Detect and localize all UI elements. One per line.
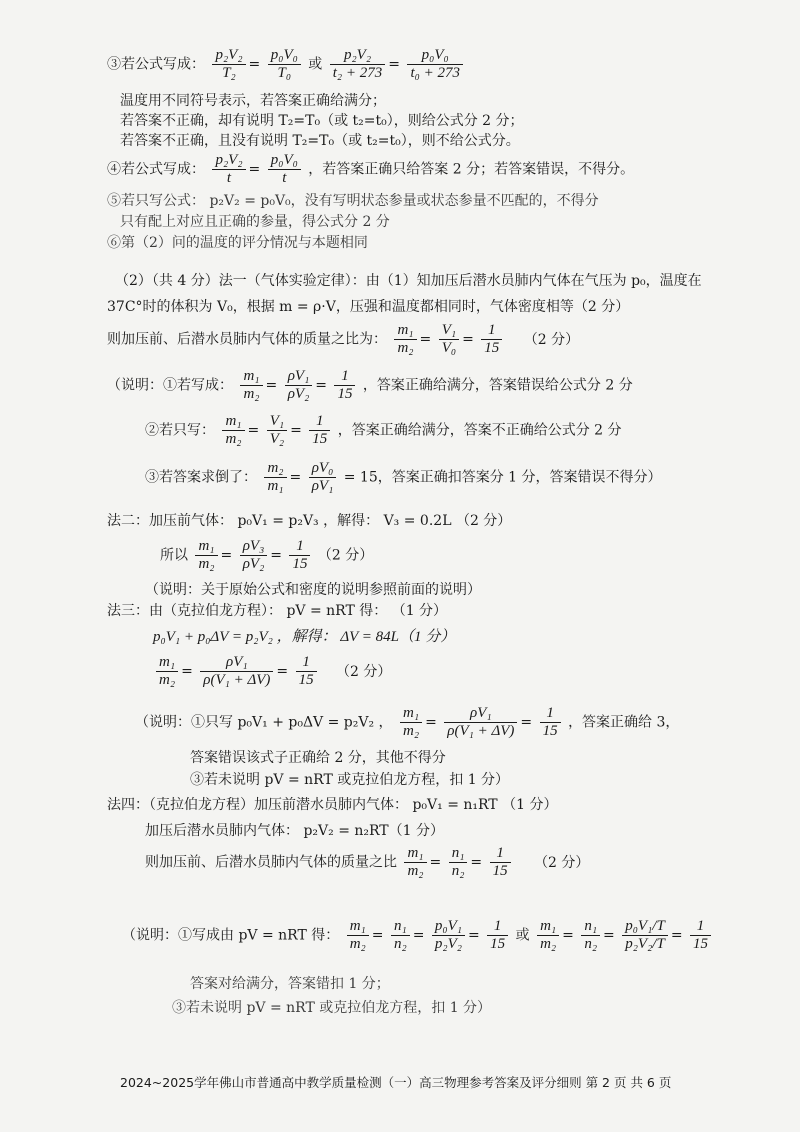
note3-formula-line: ③若公式写成： $\frac{\text{p₂V₂}}{\text{T₂}}$ = $\frac{\text{p₀V₀}}{\text{T₀}}$ 或 $\frac{\text{p₂V₂}}{\text{t₂ + 273}}$ = $\frac{\text{p₀V₀}}{\text{t₀ + 273}}$ — [107, 47, 466, 82]
fraction: $\frac{\text{n₁}}{\text{n₂}}$ — [449, 845, 468, 880]
note-text: 若答案不正确，且没有说明 T₂=T₀（或 t₂=t₀），则不给公式分。 — [120, 133, 520, 149]
page-footer: 2024~2025学年佛山市普通高中教学质量检测（一）高三物理参考答案及评分细则 第 2 页 共 6 页 — [120, 1075, 672, 1090]
fraction: $\frac{\text{p₂V₂}}{\text{T₂}}$ — [212, 47, 245, 82]
fraction: $\frac{1}{15}$ — [296, 654, 317, 689]
fraction: $\frac{1}{15}$ — [334, 368, 355, 403]
fraction: $\frac{\text{p₀V₁}}{\text{p₂V₂}}$ — [432, 918, 465, 953]
method3-result-line: $\frac{\text{m₁}}{\text{m₂}}$ = $\frac{\text{ρV₁}}{\text{ρ(V₁ + ΔV)}}$ = $\frac{1}{15}$ （2 分） — [153, 654, 391, 689]
result-text: 则加压前、后潜水员肺内气体的质量之比为： — [107, 331, 387, 348]
fraction: $\frac{\text{ρV₁}}{\text{ρ(V₁ + ΔV)}}$ — [444, 705, 517, 740]
note-text: 温度用不同符号表示，若答案正确给满分； — [120, 93, 386, 109]
fraction: $\frac{1}{15}$ — [540, 705, 561, 740]
method4-line2: 加压后潜水员肺内气体： p₂V₂ = n₂RT（1 分） — [145, 823, 444, 839]
result-text: 则加压前、后潜水员肺内气体的质量之比 — [145, 854, 397, 871]
method1-heading: （2）（共 4 分）法一（气体实验定律）：由（1）知加压后潜水员肺内气体在气压为 p₀，温度在 — [115, 273, 702, 289]
note-label: ②若只写： — [145, 422, 215, 439]
fraction: $\frac{\text{m₁}}{\text{m₂}}$ — [400, 705, 422, 740]
fraction: $\frac{\text{ρV₁}}{\text{ρ(V₁ + ΔV)}}$ — [200, 654, 273, 689]
fraction: $\frac{\text{m₁}}{\text{m₂}}$ — [404, 845, 426, 880]
result-text: 所以 — [160, 547, 188, 564]
fraction: $\frac{\text{m₁}}{\text{m₂}}$ — [222, 413, 244, 448]
method3-note3: ③若未说明 pV = nRT 或克拉伯龙方程，扣 1 分） — [190, 772, 510, 788]
method4-note2: 答案对给满分，答案错扣 1 分； — [190, 976, 390, 992]
method4-heading: 法四：（克拉伯龙方程）加压前潜水员肺内气体： p₀V₁ = n₁RT （1 分） — [107, 797, 558, 813]
fraction: $\frac{\text{p₂V₂}}{t}$ — [212, 152, 245, 187]
method2-line: 法二：加压前气体： p₀V₁ = p₂V₃ ，解得： V₃ = 0.2L （2 分） — [107, 513, 512, 529]
fraction: $\frac{\text{m₁}}{\text{m₂}}$ — [195, 538, 217, 573]
fraction: $\frac{\text{ρV₁}}{\text{ρV₂}}$ — [285, 368, 313, 403]
note-label: ④若公式写成： — [107, 161, 205, 178]
score-text: （2 分） — [534, 854, 590, 871]
score-text: （2 分） — [336, 663, 392, 680]
score-text: （2 分） — [317, 547, 374, 564]
fraction: $\frac{\text{n₁}}{\text{n₂}}$ — [581, 918, 600, 953]
note-text: ，答案正确给满分，答案错误给公式分 2 分 — [362, 377, 633, 394]
fraction: $\frac{\text{ρV₃}}{\text{ρV₂}}$ — [240, 538, 268, 573]
score-text: （2 分） — [523, 331, 580, 348]
fraction: $\frac{\text{p₀V₁/T}}{\text{p₂V₂/T}}$ — [622, 918, 668, 953]
fraction: $\frac{1}{15}$ — [490, 845, 511, 880]
method1-note2: ②若只写： $\frac{\text{m₁}}{\text{m₂}}$ = $\frac{\text{V₁}}{\text{V₂}}$ = $\frac{1}{15}$ ，答案正确给满分，答案不正确给公式分 2 分 — [145, 413, 622, 447]
method4-result-line: 则加压前、后潜水员肺内气体的质量之比 $\frac{\text{m₁}}{\text{m₂}}$ = $\frac{\text{n₁}}{\text{n₂}}$ = $\frac{1}{15}$ （2 分） — [145, 845, 590, 879]
note-label: （说明：①只写 p₀V₁ + p₀ΔV = p₂V₂ ， — [135, 714, 393, 731]
note-text: 若答案不正确，却有说明 T₂=T₀（或 t₂=t₀），则给公式分 2 分； — [120, 113, 524, 129]
fraction: $\frac{\text{n₁}}{\text{n₂}}$ — [391, 918, 410, 953]
fraction: $\frac{1}{15}$ — [690, 918, 711, 953]
note-text: 只有配上对应且正确的参量，得公式分 2 分 — [120, 214, 390, 230]
fraction: $\frac{\text{m₁}}{\text{m₂}}$ — [156, 654, 178, 689]
fraction: $\frac{1}{15}$ — [289, 538, 310, 573]
note-text: ，答案正确给满分，答案不正确给公式分 2 分 — [337, 422, 622, 439]
method3-equation: p₀V₁ + p₀ΔV = p₂V₂ ，解得： ΔV = 84L（1 分） — [153, 629, 456, 645]
fraction: $\frac{1}{15}$ — [309, 413, 330, 448]
method3-note1: （说明：①只写 p₀V₁ + p₀ΔV = p₂V₂ ， $\frac{\text{m₁}}{\text{m₂}}$ = $\frac{\text{ρV₁}}{\text{ρ(V₁ + ΔV)}}$ = $\frac{1}{15}$ ，答案正确给 3， — [135, 705, 680, 739]
fraction: $\frac{\text{V₁}}{\text{V₀}}$ — [439, 322, 459, 357]
method1-note1: （说明：①若写成： $\frac{\text{m₁}}{\text{m₂}}$ = $\frac{\text{ρV₁}}{\text{ρV₂}}$ = $\frac{1}{15}$ ，答案正确给满分，答案错误给公式分 2 分 — [107, 368, 633, 402]
note-text: ⑤若只写公式： p₂V₂ = p₀V₀，没有写明状态参量或状态参量不匹配的，不得分 — [107, 193, 599, 209]
note4-formula-line: ④若公式写成： $\frac{\text{p₂V₂}}{t}$ = $\frac{\text{p₀V₀}}{t}$ ，若答案正确只给答案 2 分；若答案错误，不得分。 — [107, 152, 635, 186]
note-text: = 15，答案正确扣答案分 1 分，答案错误不得分） — [343, 469, 662, 486]
note-label: ③若答案求倒了： — [145, 469, 257, 486]
fraction: $\frac{\text{p₂V₂}}{\text{t₂ + 273}}$ — [330, 47, 386, 82]
method3-note2: 答案错误该式子正确给 2 分，其他不得分 — [190, 750, 446, 766]
note-label: （说明：①若写成： — [107, 377, 233, 394]
note-label: ③若公式写成： — [107, 56, 205, 73]
or-text: 或 — [308, 56, 323, 73]
fraction: $\frac{\text{m₁}}{\text{m₂}}$ — [240, 368, 262, 403]
note-label: （说明：①写成由 pV = nRT 得： — [122, 927, 340, 944]
method2-result-line: 所以 $\frac{\text{m₁}}{\text{m₂}}$ = $\frac{\text{ρV₃}}{\text{ρV₂}}$ = $\frac{1}{15}$ （2 分） — [160, 538, 374, 572]
method1-note3: ③若答案求倒了： $\frac{\text{m₂}}{\text{m₁}}$ = $\frac{\text{ρV₀}}{\text{ρV₁}}$ = 15，答案正确扣答案分 1 分，答案错误不得分） — [145, 460, 662, 494]
method1-result-line: 则加压前、后潜水员肺内气体的质量之比为： $\frac{\text{m₁}}{\text{m₂}}$ = $\frac{\text{V₁}}{\text{V₀}}$ = $\frac{1}{15}$ （2 分） — [107, 322, 580, 356]
fraction: $\frac{\text{m₁}}{\text{m₂}}$ — [347, 918, 369, 953]
method2-note: （说明：关于原始公式和密度的说明参照前面的说明） — [145, 582, 481, 598]
note-text: ，若答案正确只给答案 2 分；若答案错误，不得分。 — [308, 161, 635, 178]
fraction: $\frac{\text{ρV₀}}{\text{ρV₁}}$ — [309, 460, 337, 495]
note-text: ，答案正确给 3， — [568, 714, 680, 731]
fraction: $\frac{\text{p₀V₀}}{t}$ — [268, 152, 301, 187]
method1-text: 37C°时的体积为 V₀，根据 m = ρ·V，压强和温度都相同时，气体密度相等（2 分） — [107, 299, 630, 315]
fraction: $\frac{\text{V₁}}{\text{V₂}}$ — [267, 413, 287, 448]
fraction: $\frac{\text{m₁}}{\text{m₂}}$ — [394, 322, 416, 357]
fraction: $\frac{1}{15}$ — [487, 918, 508, 953]
method4-note3: ③若未说明 pV = nRT 或克拉伯龙方程，扣 1 分） — [172, 1000, 492, 1016]
fraction: $\frac{\text{m₁}}{\text{m₂}}$ — [537, 918, 559, 953]
method3-heading: 法三：由（克拉伯龙方程）： pV = nRT 得： （1 分） — [107, 603, 448, 619]
or-text: 或 — [515, 927, 530, 944]
note-text: ⑥第（2）问的温度的评分情况与本题相同 — [107, 235, 368, 251]
fraction: $\frac{\text{p₀V₀}}{\text{T₀}}$ — [268, 47, 301, 82]
fraction: $\frac{\text{m₂}}{\text{m₁}}$ — [264, 460, 286, 495]
fraction: $\frac{\text{p₀V₀}}{\text{t₀ + 273}}$ — [407, 47, 463, 82]
fraction: $\frac{1}{15}$ — [481, 322, 502, 357]
method4-note1: （说明：①写成由 pV = nRT 得： $\frac{\text{m₁}}{\text{m₂}}$ = $\frac{\text{n₁}}{\text{n₂}}$ = $\frac{\text{p₀V₁}}{\text{p₂V₂}}$ = $\frac{1}{15}$ 或 $\frac{\text{m₁}}{\text{m₂}}$ = $\frac{\text{n₁}}{\text{n₂}}$ = $\frac{\text{p₀V₁/T}}{\text{p₂V₂/T}}$ = $\frac{1}{15}$ — [122, 918, 714, 953]
